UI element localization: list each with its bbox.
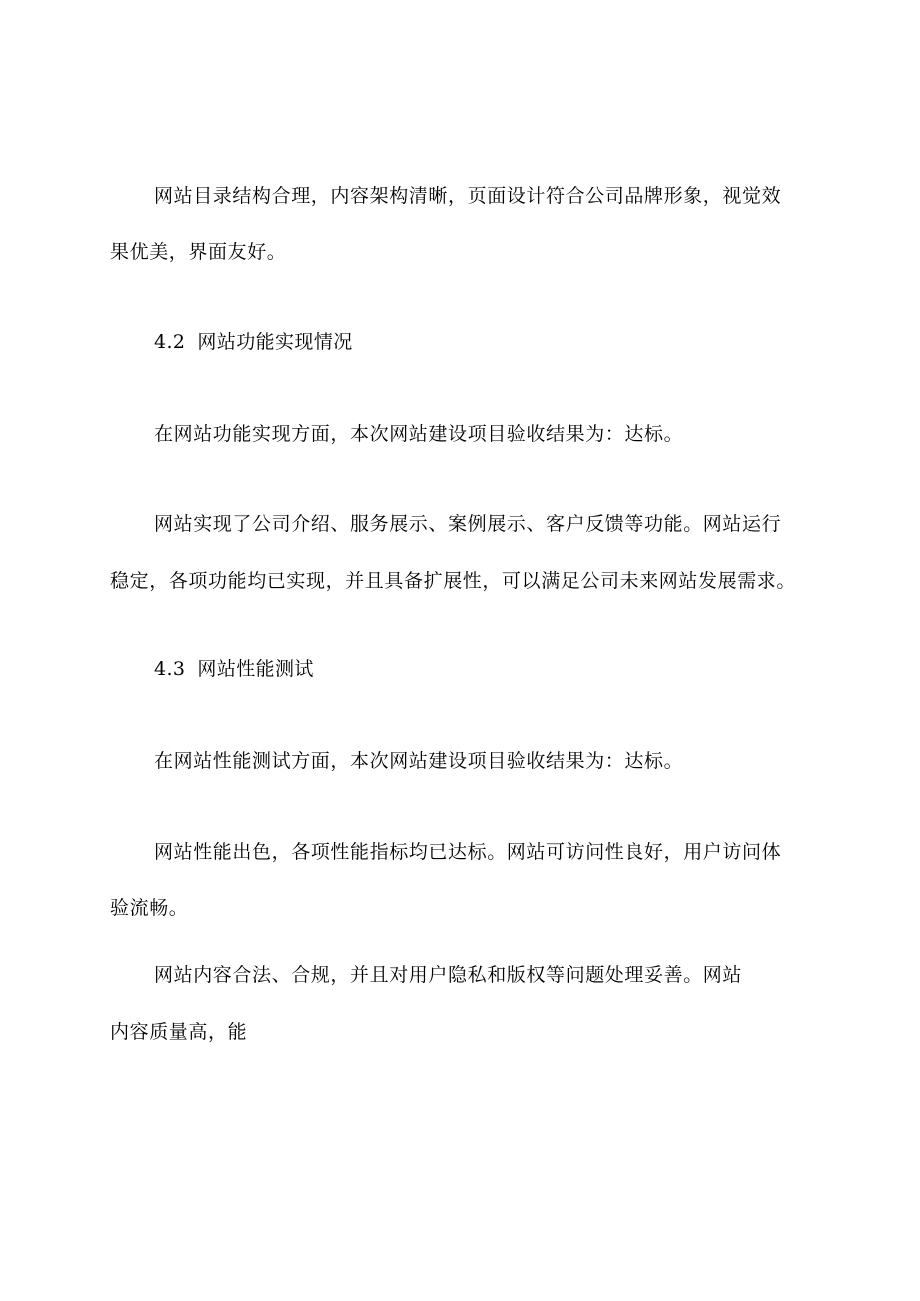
paragraph-line: 稳定，各项功能均已实现，并且具备扩展性，可以满足公司未来网站发展需求。 xyxy=(110,570,797,592)
paragraph-line: 验流畅。 xyxy=(110,897,189,919)
section-heading-4-3 xyxy=(154,657,314,681)
paragraph-line: 在网站性能测试方面，本次网站建设项目验收结果为：达标。 xyxy=(154,750,684,772)
section-number: 4.2 xyxy=(154,331,186,353)
section-title: 网站功能实现情况 xyxy=(197,331,353,353)
section-number: 4.3 xyxy=(154,658,186,680)
paragraph-line: 网站性能出色，各项性能指标均已达标。网站可访问性良好，用户访问体 xyxy=(154,841,782,863)
paragraph-line: 果优美，界面友好。 xyxy=(110,241,287,263)
paragraph-line: 网站实现了公司介绍、服务展示、案例展示、客户反馈等功能。网站运行 xyxy=(154,513,782,535)
section-heading-4-2 xyxy=(154,330,353,354)
section-title: 网站性能测试 xyxy=(197,658,314,680)
paragraph-line: 网站目录结构合理，内容架构清晰，页面设计符合公司品牌形象，视觉效 xyxy=(154,185,782,207)
paragraph-line: 内容质量高，能 xyxy=(110,1021,248,1043)
paragraph-line: 在网站功能实现方面，本次网站建设项目验收结果为：达标。 xyxy=(154,423,684,445)
paragraph-line: 网站内容合法、合规，并且对用户隐私和版权等问题处理妥善。网站 xyxy=(154,964,743,986)
